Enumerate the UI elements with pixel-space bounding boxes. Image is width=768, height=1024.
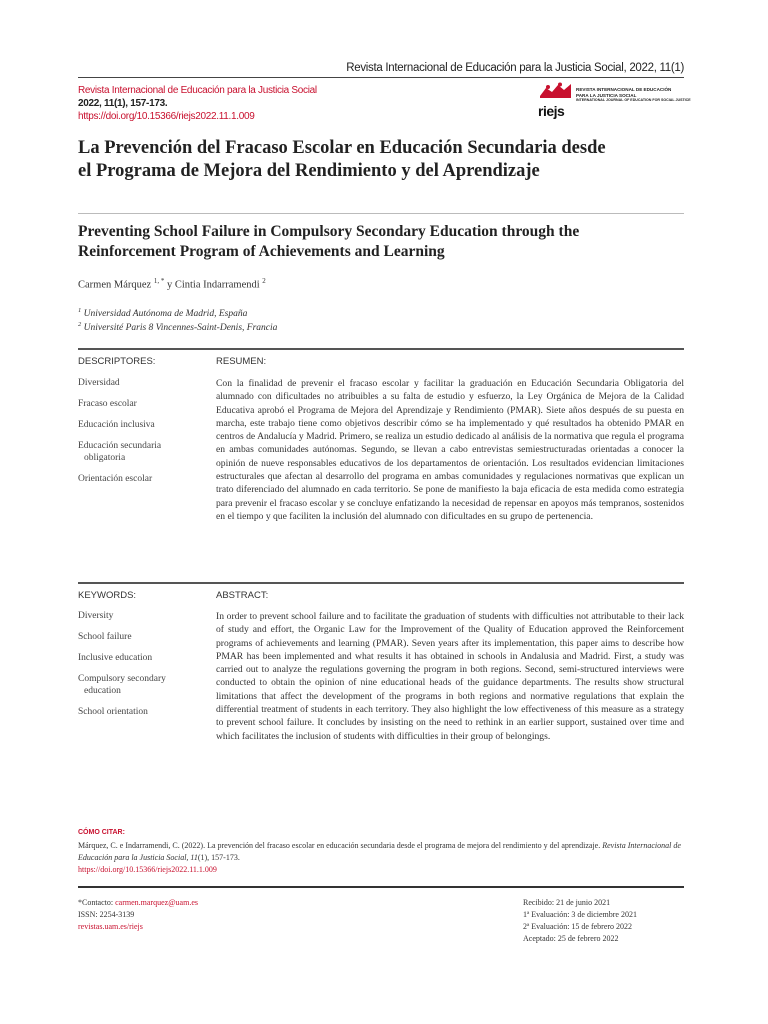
keyword-item: Fracaso escolar <box>78 399 137 409</box>
affiliation-sup: 1 <box>78 307 82 314</box>
date-eval1: 1ª Evaluación: 3 de diciembre 2021 <box>523 910 637 919</box>
keyword-item: education <box>84 686 121 696</box>
journal-doi-link[interactable]: https://doi.org/10.15366/riejs2022.11.1.009 <box>78 111 255 122</box>
author-name: Cintia Indarramendi <box>174 279 260 291</box>
contact-label: *Contacto: <box>78 898 116 907</box>
author-joiner: y <box>164 279 175 291</box>
citation-doi-link[interactable]: https://doi.org/10.15366/riejs2022.11.1.009 <box>78 865 217 874</box>
journal-site-link[interactable]: revistas.uam.es/riejs <box>78 922 143 931</box>
logo-line: REVISTA INTERNACIONAL DE EDUCACIÓN <box>576 87 672 92</box>
keywords-heading-es: DESCRIPTORES: <box>78 356 156 367</box>
contact-block <box>78 897 198 933</box>
running-header: Revista Internacional de Educación para la Justicia Social, 2022, 11(1) <box>346 62 684 74</box>
section-rule <box>78 348 684 350</box>
logo-acronym: riejs <box>538 103 565 119</box>
header-rule <box>78 77 684 78</box>
keyword-item: School orientation <box>78 707 148 717</box>
date-received: Recibido: 21 de junio 2021 <box>523 898 611 907</box>
affiliation <box>78 321 277 333</box>
abstract-heading-en: ABSTRACT: <box>216 590 269 601</box>
title-english: Preventing School Failure in Compulsory Secondary Education through the Reinforcement Program of Achievements and Learning <box>78 223 580 260</box>
keyword-item: obligatoria <box>84 453 126 463</box>
abstract-heading-es: RESUMEN: <box>216 356 267 367</box>
citation-text: Márquez, C. e Indarramendi, C. (2022). La prevención del fracaso escolar en educación secundaria desde el programa de mejora del rendimiento y del aprendizaje. <box>78 841 601 850</box>
keyword-item: Diversity <box>78 611 114 621</box>
footer-rule <box>78 886 684 888</box>
journal-info <box>78 84 317 123</box>
affiliation-text: Université Paris 8 Vincennes-Saint-Denis, Francia <box>83 323 278 334</box>
journal-logo <box>538 82 691 122</box>
keywords-heading-en: KEYWORDS: <box>78 590 137 601</box>
affiliation <box>78 307 247 319</box>
section-rule <box>78 582 684 584</box>
keyword-item: Educación secundaria <box>78 441 162 451</box>
citation <box>78 840 688 876</box>
affiliation-sup: 2 <box>78 321 82 328</box>
issn: ISSN: 2254-3139 <box>78 910 135 919</box>
affiliation-text: Universidad Autónoma de Madrid, España <box>83 309 248 320</box>
journal-volume: 2022, 11(1), 157-173. <box>78 98 168 109</box>
title-spanish: La Prevención del Fracaso Escolar en Educación Secundaria desde el Programa de Mejora del Rendimiento y del Aprendizaje <box>78 138 606 181</box>
citation-heading: CÓMO CITAR: <box>78 829 125 836</box>
abstract-es: Con la finalidad de prevenir el fracaso escolar y facilitar la graduación en Educación Secundaria Obligatoria del alumnado con dificultades no atribuibles a su falta de estudio y esfuerzo, la Ley Orgánica de Mejora de la Calidad Educativa aprobó el Programa de Mejora del Aprendizaje y Rendimiento (PMAR). Siete años después de su puesta en marcha, este trabajo tiene como objetivos describir cómo se ha implementado y qué resultados ha obtenido PMAR en centros de Andalucía y Madrid. Primero, se realiza un estudio dedicado al análisis de la normativa que regula el programa en ambas comunidades autónomas. Segundo, se llevan a cabo entrevistas semiestructuradas orientadas a conocer la opinión de nueve responsables educativos de los departamentos de orientación. Los resultados evidencian limitaciones estructurales que afectan al desarrollo del programa en ambas comunidades y regulaciones normativas que explican un trato diferenciado del alumnado en cada territorio. Se pone de manifiesto la baja eficacia de esta medida como estrategia para prevenir el fracaso escolar y se concluye enfatizando la necesidad de repensar en apoyos más tempranos, sostenidos en el tiempo y que faciliten la inclusión del alumnado con dificultades en su grupo de pertenencia. <box>216 378 684 522</box>
keyword-item: Inclusive education <box>78 653 153 663</box>
keyword-item: Educación inclusiva <box>78 420 155 430</box>
date-accepted: Aceptado: 25 de febrero 2022 <box>523 934 619 943</box>
keyword-item: School failure <box>78 632 132 642</box>
author-name: Carmen Márquez <box>78 279 152 291</box>
author-sup: 2 <box>262 277 266 285</box>
citation-journal: Revista Internacional de Educación para la Justicia Social, 11 <box>78 841 681 862</box>
contact-line <box>78 897 198 909</box>
abstract-en: In order to prevent school failure and to facilitate the graduation of students with difficulties not attributable to their lack of study and effort, the Organic Law for the Improvement of the Quality of Education approved the Reinforcement programs of achievements and learning (PMAR). Seven years after its implementation, this paper aims to describe how PMAR has been implemented and what results it has obtained in schools in Andalusia and Madrid. First, a study was carried out to analyze the regulations governing the program in both regions. Second, semi-structured interviews were conducted to obtain the opinion of nine educational heads of the guidance departments. The results show structural limitations that affect the development of the programs in both regions and normative regulations that explain the differential treatment of students in each territory. They also highlight the low effectiveness of this measure as a strategy to prevent school failure. It concludes by insisting on the need to rethink in an earlier support, sustained over time and which facilitates the inclusion of students with difficulties in their group of belongings. <box>216 611 684 742</box>
logo-mark-icon <box>538 82 574 104</box>
keyword-item: Orientación escolar <box>78 474 153 484</box>
authors <box>78 277 266 291</box>
keywords-list-es <box>78 377 198 494</box>
keyword-item: Compulsory secondary <box>78 674 166 684</box>
keyword-item: Diversidad <box>78 378 120 388</box>
dates-block <box>523 897 637 945</box>
citation-issue: (1), 157-173. <box>197 853 240 862</box>
title-divider <box>78 213 684 214</box>
author-sup: 1, * <box>153 277 165 285</box>
contact-email-link[interactable]: carmen.marquez@uam.es <box>115 898 198 907</box>
keywords-list-en <box>78 610 198 727</box>
logo-line: INTERNATIONAL JOURNAL OF EDUCATION FOR SOCIAL JUSTICE <box>576 98 691 103</box>
logo-lines <box>576 87 691 104</box>
logo-line: PARA LA JUSTICIA SOCIAL <box>576 92 637 98</box>
date-eval2: 2ª Evaluación: 15 de febrero 2022 <box>523 922 633 931</box>
journal-name: Revista Internacional de Educación para la Justicia Social <box>78 85 317 96</box>
